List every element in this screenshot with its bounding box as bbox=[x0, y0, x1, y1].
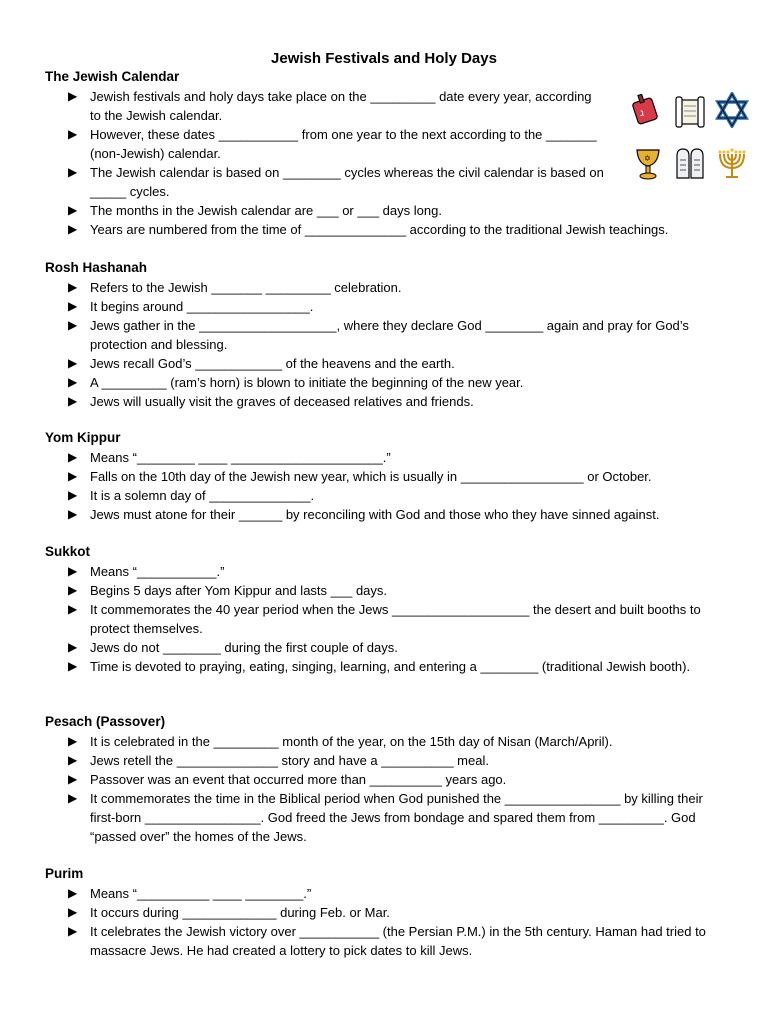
list-item: ▶ The months in the Jewish calendar are ___ or ___ days long. bbox=[68, 203, 442, 218]
bullet-arrow-icon: ▶ bbox=[68, 488, 78, 502]
section-pesach bbox=[45, 712, 725, 846]
list-item: ▶ It is celebrated in the _________ month of the year, on the 15th day of Nisan (March/April). bbox=[68, 734, 613, 749]
list-item: ▶ Jews gather in the ___________________, where they declare God ________ again and pray for God’s protection and blessing. bbox=[68, 318, 689, 352]
section-yom-kippur bbox=[45, 428, 725, 524]
bullet-arrow-icon: ▶ bbox=[68, 886, 78, 900]
holiday-icons bbox=[628, 90, 753, 190]
star-of-david-icon bbox=[714, 92, 750, 128]
list-item: ▶ Jews do not ________ during the first couple of days. bbox=[68, 640, 398, 655]
list-item: ▶ Jewish festivals and holy days take place on the _________ date every year, according to the Jewish calendar. bbox=[68, 89, 592, 123]
bullet-arrow-icon: ▶ bbox=[68, 318, 78, 332]
page-title: Jewish Festivals and Holy Days bbox=[271, 50, 497, 67]
section-heading: Rosh Hashanah bbox=[45, 260, 148, 275]
list-item: ▶ It occurs during _____________ during Feb. or Mar. bbox=[68, 905, 390, 920]
list-item: ▶ Falls on the 10th day of the Jewish new year, which is usually in _________________ or October. bbox=[68, 469, 652, 484]
dreidel-icon bbox=[628, 94, 664, 130]
bullet-arrow-icon: ▶ bbox=[68, 89, 78, 103]
list-item: ▶ Means “___________.” bbox=[68, 564, 225, 579]
bullet-arrow-icon: ▶ bbox=[68, 280, 78, 294]
bullet-arrow-icon: ▶ bbox=[68, 734, 78, 748]
bullet-arrow-icon: ▶ bbox=[68, 375, 78, 389]
menorah-icon bbox=[714, 146, 750, 182]
list-item: ▶ Jews must atone for their ______ by reconciling with God and those who they have sinned against. bbox=[68, 507, 660, 522]
bullet-arrow-icon: ▶ bbox=[68, 753, 78, 767]
list-item: ▶ Means “________ ____ _____________________.” bbox=[68, 450, 391, 465]
bullet-arrow-icon: ▶ bbox=[68, 469, 78, 483]
ten-commandments-icon bbox=[673, 146, 709, 182]
section-sukkot bbox=[45, 542, 725, 676]
list-item: ▶ Jews will usually visit the graves of deceased relatives and friends. bbox=[68, 394, 474, 409]
bullet-arrow-icon: ▶ bbox=[68, 356, 78, 370]
bullet-arrow-icon: ▶ bbox=[68, 222, 78, 236]
bullet-arrow-icon: ▶ bbox=[68, 583, 78, 597]
list-item: ▶ Begins 5 days after Yom Kippur and lasts ___ days. bbox=[68, 583, 388, 598]
list-item: ▶ Time is devoted to praying, eating, singing, learning, and entering a ________ (traditional Jewish booth). bbox=[68, 659, 691, 674]
bullet-arrow-icon: ▶ bbox=[68, 165, 78, 179]
list-item: ▶ It is a solemn day of ______________. bbox=[68, 488, 315, 503]
list-item: ▶ It commemorates the time in the Biblical period when God punished the ________________ by killing their first-born ________________. God freed the Jews from bondage and spared them from _________. God “passed over” the homes of the Jews. bbox=[68, 791, 703, 844]
bullet-arrow-icon: ▶ bbox=[68, 791, 78, 805]
svg-text:✡: ✡ bbox=[644, 154, 651, 163]
bullet-arrow-icon: ▶ bbox=[68, 602, 78, 616]
bullet-arrow-icon: ▶ bbox=[68, 507, 78, 521]
bullet-arrow-icon: ▶ bbox=[68, 127, 78, 141]
svg-text:ג: ג bbox=[640, 108, 645, 119]
list-item: ▶ It celebrates the Jewish victory over ___________ (the Persian P.M.) in the 5th century. Haman had tried to massacre Jews. He had created a lottery to pick dates to kill Jews. bbox=[68, 924, 706, 958]
bullet-arrow-icon: ▶ bbox=[68, 394, 78, 408]
bullet-arrow-icon: ▶ bbox=[68, 905, 78, 919]
section-heading: Yom Kippur bbox=[45, 430, 121, 445]
list-item: ▶ It begins around _________________. bbox=[68, 299, 314, 314]
kiddush-cup-icon bbox=[630, 146, 666, 182]
list-item: ▶ Refers to the Jewish _______ _________ celebration. bbox=[68, 280, 402, 295]
section-heading: Pesach (Passover) bbox=[45, 714, 166, 729]
section-jewish-calendar bbox=[45, 67, 725, 239]
list-item: ▶ Means “__________ ____ ________.” bbox=[68, 886, 312, 901]
section-purim bbox=[45, 864, 725, 960]
bullet-arrow-icon: ▶ bbox=[68, 450, 78, 464]
section-heading: Sukkot bbox=[45, 544, 91, 559]
list-item: ▶ It commemorates the 40 year period when the Jews ___________________ the desert and built booths to protect themselves. bbox=[68, 602, 701, 636]
list-item: ▶ Jews retell the ______________ story and have a __________ meal. bbox=[68, 753, 489, 768]
section-heading: Purim bbox=[45, 866, 84, 881]
bullet-arrow-icon: ▶ bbox=[68, 659, 78, 673]
bullet-arrow-icon: ▶ bbox=[68, 640, 78, 654]
bullet-arrow-icon: ▶ bbox=[68, 564, 78, 578]
section-rosh-hashanah bbox=[45, 258, 725, 411]
bullet-arrow-icon: ▶ bbox=[68, 299, 78, 313]
list-item: ▶ However, these dates ___________ from one year to the next according to the _______ (non-Jewish) calendar. bbox=[68, 127, 597, 161]
list-item: ▶ Years are numbered from the time of ______________ according to the traditional Jewish teachings. bbox=[68, 222, 669, 237]
list-item: ▶ Jews recall God’s ____________ of the heavens and the earth. bbox=[68, 356, 455, 371]
list-item: ▶ The Jewish calendar is based on ________ cycles whereas the civil calendar is based on _____ cycles. bbox=[68, 165, 604, 199]
list-item: ▶ A _________ (ram’s horn) is blown to initiate the beginning of the new year. bbox=[68, 375, 524, 390]
bullet-arrow-icon: ▶ bbox=[68, 772, 78, 786]
section-heading: The Jewish Calendar bbox=[45, 69, 180, 84]
bullet-arrow-icon: ▶ bbox=[68, 924, 78, 938]
torah-scroll-icon bbox=[672, 94, 708, 130]
bullet-arrow-icon: ▶ bbox=[68, 203, 78, 217]
list-item: ▶ Passover was an event that occurred more than __________ years ago. bbox=[68, 772, 507, 787]
